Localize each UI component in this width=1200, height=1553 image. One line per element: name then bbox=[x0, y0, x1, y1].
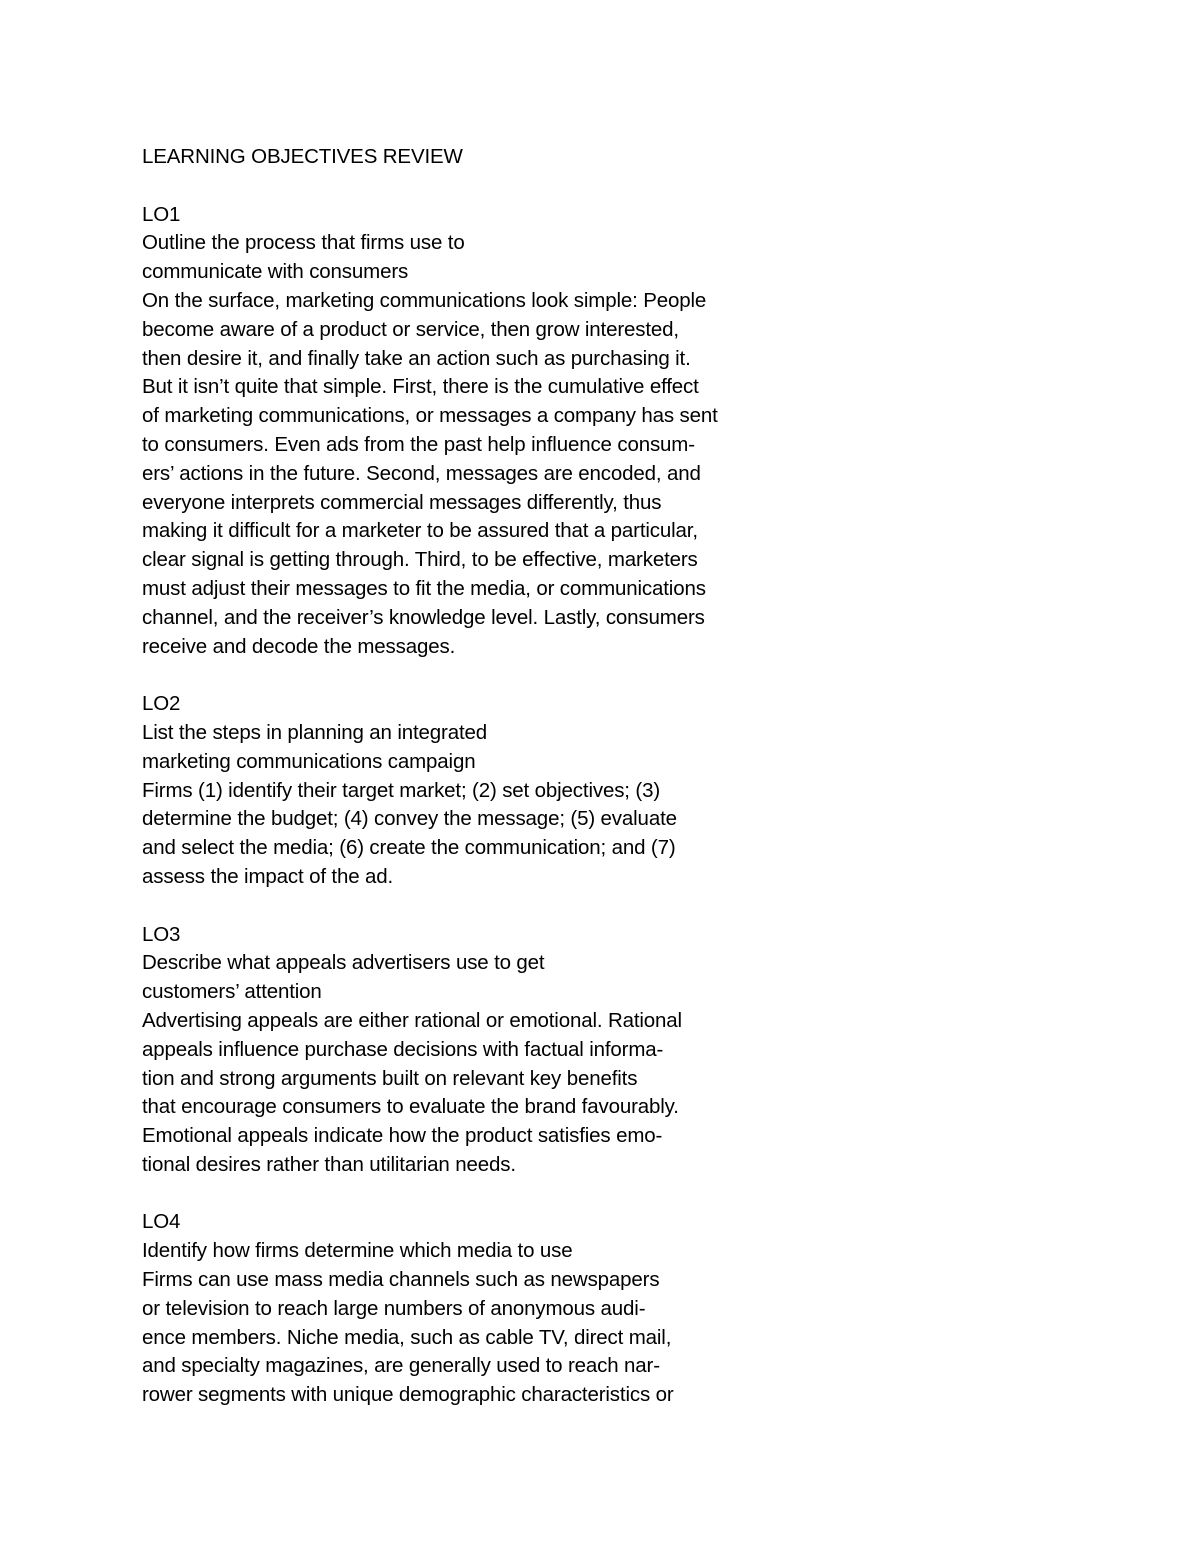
section-code: LO3 bbox=[142, 922, 181, 946]
section-heading-line: Outline the process that firms use to bbox=[142, 231, 465, 255]
spacer bbox=[142, 892, 782, 921]
section-heading-line: Describe what appeals advertisers use to get bbox=[142, 951, 545, 975]
body-line: tional desires rather than utilitarian needs. bbox=[142, 1152, 516, 1176]
body-line: and specialty magazines, are generally used to reach nar- bbox=[142, 1354, 660, 1378]
body-line: assess the impact of the ad. bbox=[142, 864, 394, 888]
body-line: to consumers. Even ads from the past help influence consum- bbox=[142, 432, 695, 456]
body-line: Firms can use mass media channels such as newspapers bbox=[142, 1268, 660, 1292]
spacer bbox=[142, 172, 782, 201]
body-line: On the surface, marketing communications look simple: People bbox=[142, 288, 707, 312]
body-line: determine the budget; (4) convey the message; (5) evaluate bbox=[142, 807, 677, 831]
section-lo3 bbox=[142, 921, 782, 1180]
section-heading-line: Identify how firms determine which media to use bbox=[142, 1239, 573, 1263]
spacer bbox=[142, 1180, 782, 1209]
body-line: Emotional appeals indicate how the product satisfies emo- bbox=[142, 1124, 663, 1148]
body-line: tion and strong arguments built on relevant key benefits bbox=[142, 1066, 638, 1090]
section-code: LO1 bbox=[142, 202, 181, 226]
section-lo4 bbox=[142, 1208, 782, 1410]
body-line: appeals influence purchase decisions with factual informa- bbox=[142, 1037, 664, 1061]
body-line: everyone interprets commercial messages differently, thus bbox=[142, 490, 662, 514]
document-page bbox=[142, 143, 782, 1410]
body-line: or television to reach large numbers of anonymous audi- bbox=[142, 1296, 646, 1320]
section-code: LO2 bbox=[142, 692, 181, 716]
section-heading-line: marketing communications campaign bbox=[142, 749, 476, 773]
body-line: receive and decode the messages. bbox=[142, 634, 456, 658]
body-line: then desire it, and finally take an action such as purchasing it. bbox=[142, 346, 691, 370]
section-heading-line: customers’ attention bbox=[142, 980, 322, 1004]
body-line: of marketing communications, or messages a company has sent bbox=[142, 404, 718, 428]
body-line: ers’ actions in the future. Second, messages are encoded, and bbox=[142, 461, 701, 485]
section-lo1 bbox=[142, 201, 782, 662]
spacer bbox=[142, 661, 782, 690]
section-heading-line: communicate with consumers bbox=[142, 260, 409, 284]
body-line: clear signal is getting through. Third, to be effective, marketers bbox=[142, 548, 698, 572]
body-line: that encourage consumers to evaluate the brand favourably. bbox=[142, 1095, 679, 1119]
section-code: LO4 bbox=[142, 1210, 181, 1234]
body-line: become aware of a product or service, then grow interested, bbox=[142, 317, 679, 341]
body-line: and select the media; (6) create the communication; and (7) bbox=[142, 836, 676, 860]
body-line: But it isn’t quite that simple. First, there is the cumulative effect bbox=[142, 375, 699, 399]
body-line: making it difficult for a marketer to be assured that a particular, bbox=[142, 519, 698, 543]
section-lo2 bbox=[142, 690, 782, 892]
section-heading-line: List the steps in planning an integrated bbox=[142, 720, 488, 744]
body-line: Firms (1) identify their target market; (2) set objectives; (3) bbox=[142, 778, 661, 802]
body-line: must adjust their messages to fit the media, or communications bbox=[142, 576, 706, 600]
body-line: Advertising appeals are either rational or emotional. Rational bbox=[142, 1008, 682, 1032]
page-title: LEARNING OBJECTIVES REVIEW bbox=[142, 145, 463, 168]
body-line: rower segments with unique demographic characteristics or bbox=[142, 1383, 674, 1407]
body-line: channel, and the receiver’s knowledge level. Lastly, consumers bbox=[142, 605, 705, 629]
body-line: ence members. Niche media, such as cable TV, direct mail, bbox=[142, 1325, 672, 1349]
